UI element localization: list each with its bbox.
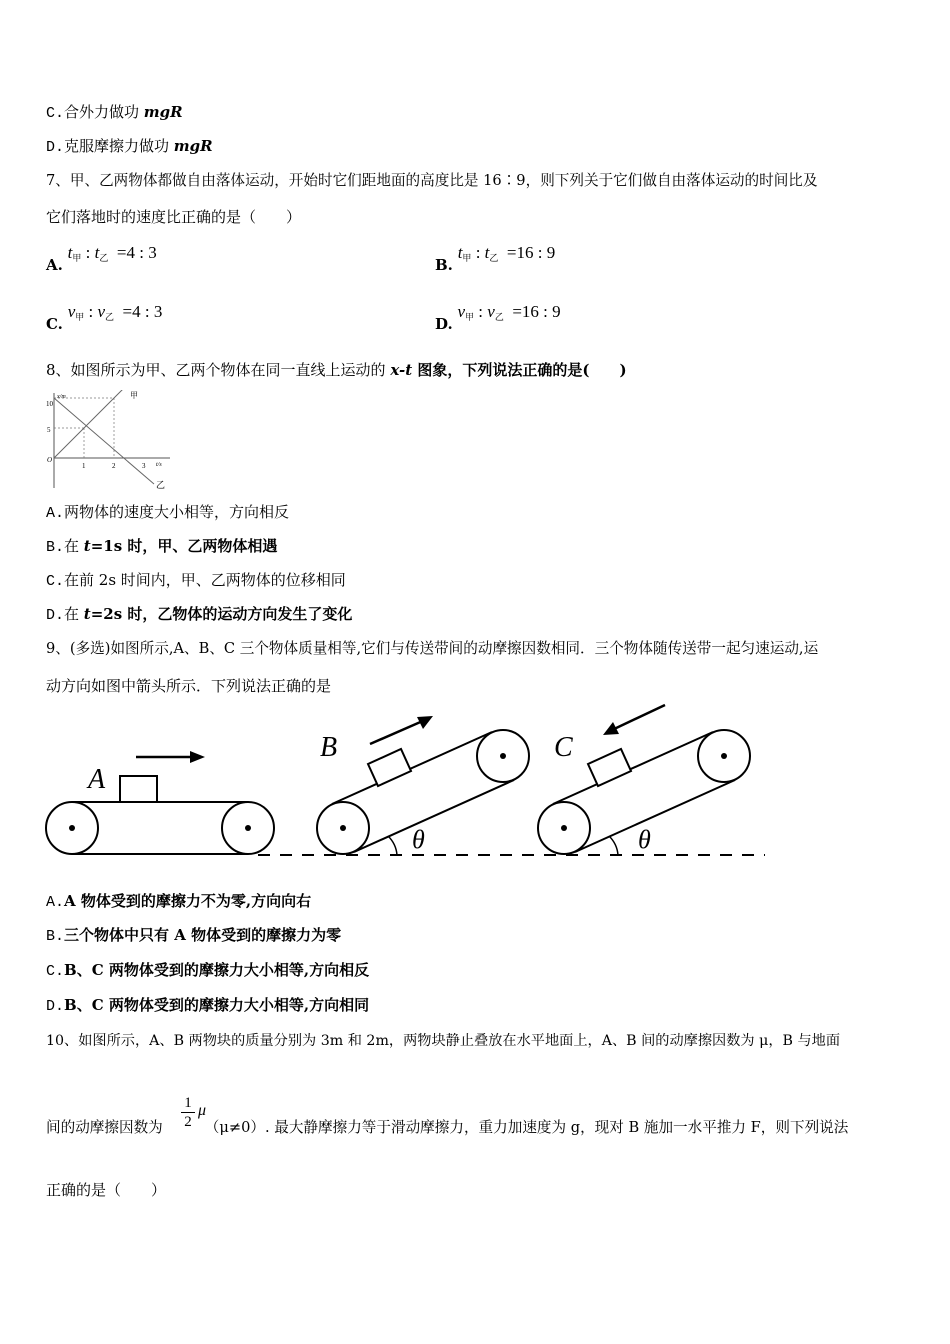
q8-option-c: C.在前 2s 时间内，甲、乙两物体的位移相同 xyxy=(46,571,346,590)
q7-option-b xyxy=(435,243,556,274)
option-formula: $t_甲$ : $t_乙 =4$ : 3 xyxy=(67,243,157,263)
q7-option-a xyxy=(46,243,157,274)
label-b: B xyxy=(320,732,338,763)
block-b xyxy=(368,749,411,786)
block-c xyxy=(588,749,631,786)
xtick-2: 2 xyxy=(112,462,116,470)
q8-xt-graph xyxy=(44,390,174,490)
belt-c xyxy=(538,705,750,855)
fraction: $\frac{1}{2}$ xyxy=(181,1094,195,1131)
origin-label: O xyxy=(47,456,53,464)
q10-stem-line1: 10、如图所示，A、B 两物块的质量分别为 3m 和 2m，两物块静止叠放在水平地面上，A、B 间的动摩擦因数为 μ，B 与地面 xyxy=(46,1033,841,1049)
q9-option-c: C.B、C 两物体受到的摩擦力大小相等,方向相反 xyxy=(46,961,370,980)
label-yi: 乙 xyxy=(156,480,166,490)
option-expr: mgR xyxy=(173,137,213,155)
option-formula: $v_甲$ : $v_乙 =4$ : 3 xyxy=(67,302,163,322)
option-formula: $v_甲$ : $v_乙 =16$ : 9 xyxy=(457,302,561,322)
q8-option-a: A.两物体的速度大小相等，方向相反 xyxy=(46,503,290,522)
block-a xyxy=(120,776,157,802)
q9-conveyor-figure xyxy=(40,700,770,865)
belt-b xyxy=(317,716,529,855)
label-jia: 甲 xyxy=(130,391,138,400)
q7-stem-line2: 它们落地时的速度比正确的是（ ） xyxy=(46,208,302,226)
xlabel: t/s xyxy=(156,462,162,468)
q9-stem-line1: 9、(多选)如图所示,A、B、C 三个物体质量相等,它们与传送带间的动摩擦因数相同．三个物体随传送带一起匀速运动,运 xyxy=(46,640,819,657)
q7-option-d xyxy=(435,302,561,333)
label-a: A xyxy=(88,764,106,795)
option-label: C. xyxy=(46,315,63,333)
xtick-1: 1 xyxy=(82,462,86,470)
q9-option-b: B.三个物体中只有 A 物体受到的摩擦力为零 xyxy=(46,926,342,945)
option-label: D. xyxy=(435,315,453,333)
arrow-c xyxy=(612,705,665,730)
mu-symbol: μ xyxy=(198,1102,207,1119)
q8-option-b: B.在 t=1s 时，甲、乙两物体相遇 xyxy=(46,537,278,556)
label-c: C xyxy=(554,732,573,763)
q10-stem-line2: 间的动摩擦因数为 （μ≠0）. 最大静摩擦力等于滑动摩擦力，重力加速度为 g，现对 B 施加一水平推力 F，则下列说法 xyxy=(46,1119,849,1136)
option-label: B. xyxy=(435,256,453,274)
option-expr: mgR xyxy=(143,103,183,121)
angle-b: θ xyxy=(412,825,425,854)
ylabel: x/m xyxy=(57,394,66,400)
q9-option-a: A.A 物体受到的摩擦力不为零,方向向右 xyxy=(46,892,312,911)
q9-option-d: D.B、C 两物体受到的摩擦力大小相等,方向相同 xyxy=(46,996,370,1015)
ytick-5: 5 xyxy=(47,426,51,434)
option-formula: $t_甲$ : $t_乙 =16$ : 9 xyxy=(457,243,556,263)
q7-stem-line1: 7、甲、乙两物体都做自由落体运动，开始时它们距地面的高度比是 16∶9，则下列关于它们做自由落体运动的时间比及 xyxy=(46,172,818,189)
option-label: C. xyxy=(46,105,65,122)
ytick-10: 10 xyxy=(46,400,53,408)
xtick-3: 3 xyxy=(142,462,146,470)
arrow-b xyxy=(370,720,425,744)
q9-stem-line2: 动方向如图中箭头所示．下列说法正确的是 xyxy=(46,677,332,695)
q7-option-c xyxy=(46,302,163,333)
belt-a xyxy=(46,751,274,854)
line-yi xyxy=(54,398,154,484)
option-label: A. xyxy=(46,256,63,274)
q8-stem: 8、如图所示为甲、乙两个物体在同一直线上运动的 x-t 图象，下列说法正确的是( ) xyxy=(46,361,627,379)
line-jia xyxy=(54,390,126,458)
option-text: 合外力做功 xyxy=(64,103,144,121)
option-c-prev xyxy=(46,102,183,124)
option-label: D. xyxy=(46,139,65,156)
option-text: 克服摩擦力做功 xyxy=(64,137,174,155)
q10-stem-line3: 正确的是（ ） xyxy=(46,1181,167,1199)
q8-option-d: D.在 t=2s 时，乙物体的运动方向发生了变化 xyxy=(46,605,353,624)
option-d-prev xyxy=(46,136,213,158)
angle-c: θ xyxy=(638,825,651,854)
